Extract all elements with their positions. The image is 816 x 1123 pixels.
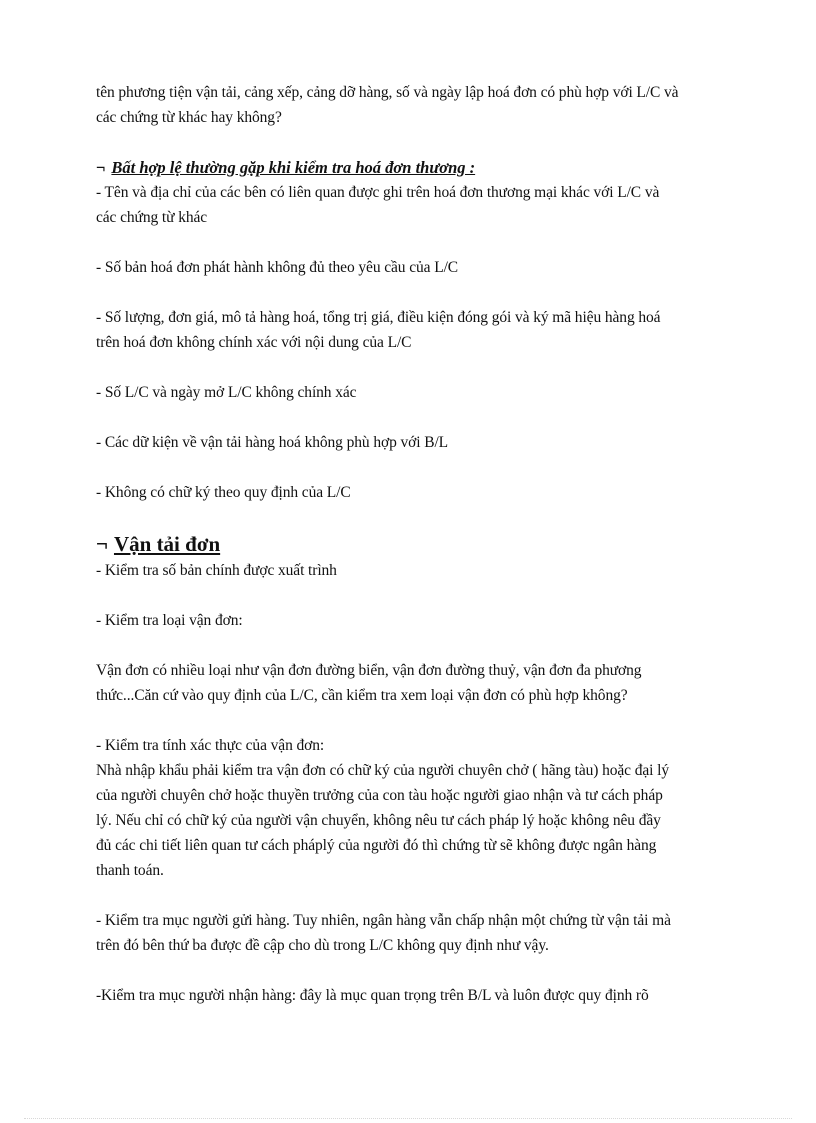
spacer [96, 505, 760, 530]
paragraph-line: Nhà nhập khẩu phải kiểm tra vận đơn có chữ ký của người chuyên chở ( hãng tàu) hoặc đại lý [96, 762, 669, 779]
list-item: - Kiểm tra loại vận đơn: [96, 612, 243, 629]
section-heading-text: Vận tải đơn [113, 532, 221, 556]
list-item-continuation: trên đó bên thứ ba được đề cập cho dù trong L/C không quy định như vậy. [96, 937, 549, 954]
list-item: - Số L/C và ngày mở L/C không chính xác [96, 384, 357, 401]
spacer [96, 455, 760, 480]
document-page [96, 80, 760, 1008]
list-item: - Kiểm tra tính xác thực của vận đơn: [96, 737, 325, 754]
list-item: - Số lượng, đơn giá, mô tả hàng hoá, tổng trị giá, điều kiện đóng gói và ký mã hiệu hàng hoá [96, 309, 661, 326]
paragraph-line: lý. Nếu chỉ có chữ ký của người vận chuyển, không nêu tư cách pháp lý hoặc không nêu đầy [96, 812, 661, 829]
spacer [96, 958, 760, 983]
paragraph-line: Vận đơn có nhiều loại như vận đơn đường biển, vận đơn đường thuỷ, vận đơn đa phương [96, 662, 642, 679]
list-item: - Tên và địa chỉ của các bên có liên quan được ghi trên hoá đơn thương mại khác với L/C và [96, 184, 660, 201]
spacer [96, 883, 760, 908]
list-item: -Kiểm tra mục người nhận hàng: đây là mục quan trọng trên B/L và luôn được quy định rõ [96, 987, 649, 1004]
list-item: - Các dữ kiện về vận tải hàng hoá không phù hợp với B/L [96, 434, 449, 451]
spacer [96, 280, 760, 305]
spacer [96, 355, 760, 380]
list-item: - Kiểm tra mục người gửi hàng. Tuy nhiên, ngân hàng vẫn chấp nhận một chứng từ vận tải mà [96, 912, 671, 929]
spacer [96, 405, 760, 430]
section-heading-text: Bất hợp lệ thường gặp khi kiểm tra hoá đơn thương : [111, 158, 476, 177]
paragraph-line: đủ các chi tiết liên quan tư cách pháplý của người đó thì chứng từ sẽ không được ngân hàng [96, 837, 657, 854]
section-heading-invoice-irregularities [96, 155, 760, 180]
paragraph-line: thanh toán. [96, 862, 164, 879]
list-item-continuation: các chứng từ khác [96, 209, 208, 226]
paragraph-line: thức...Căn cứ vào quy định của L/C, cần kiểm tra xem loại vận đơn có phù hợp không? [96, 687, 628, 704]
not-sign-bullet-icon: ¬ [96, 158, 106, 177]
page-bottom-divider [24, 1118, 792, 1119]
spacer [96, 230, 760, 255]
section-heading-bill-of-lading [96, 530, 760, 558]
list-item: - Không có chữ ký theo quy định của L/C [96, 484, 351, 501]
list-item: - Kiểm tra số bản chính được xuất trình [96, 562, 337, 579]
intro-line-2: các chứng từ khác hay không? [96, 109, 282, 126]
list-item: - Số bản hoá đơn phát hành không đủ theo yêu cầu của L/C [96, 259, 459, 276]
not-sign-bullet-icon: ¬ [96, 532, 108, 556]
spacer [96, 583, 760, 608]
intro-line-1: tên phương tiện vận tải, cảng xếp, cảng dỡ hàng, số và ngày lập hoá đơn có phù hợp với L/C và [96, 84, 679, 101]
spacer [96, 708, 760, 733]
paragraph-line: của người chuyên chở hoặc thuyền trưởng của con tàu hoặc người giao nhận và tư cách pháp [96, 787, 663, 804]
spacer [96, 633, 760, 658]
spacer [96, 130, 760, 155]
list-item-continuation: trên hoá đơn không chính xác với nội dung của L/C [96, 334, 412, 351]
